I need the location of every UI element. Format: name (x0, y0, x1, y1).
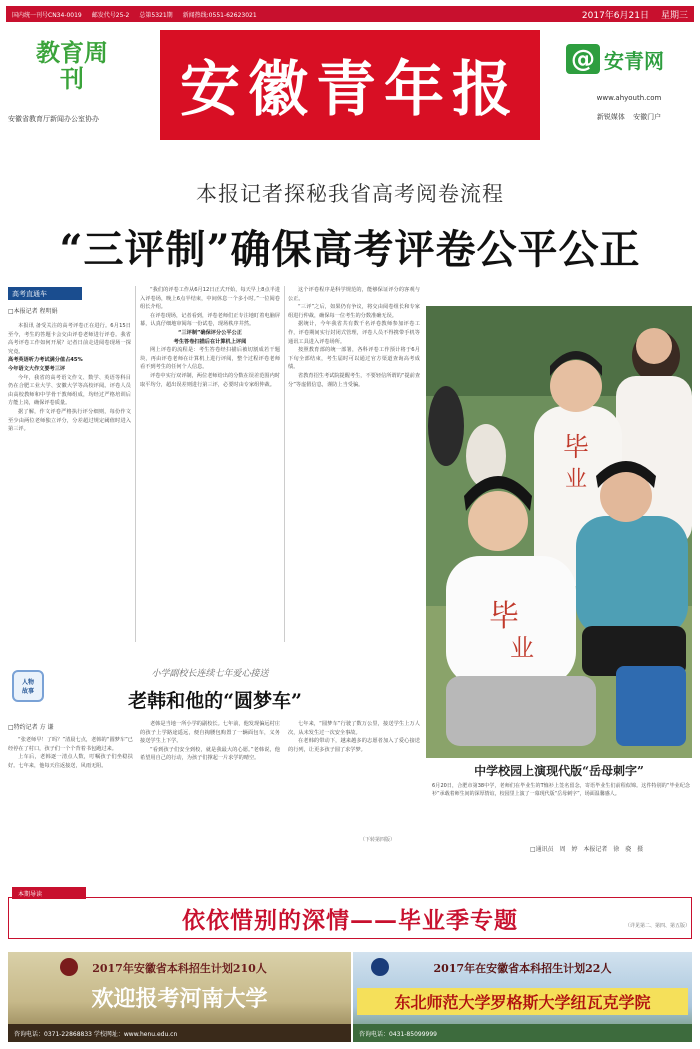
second-story-kicker: 小学副校长连续七年爱心接送 (151, 669, 269, 679)
article-paragraph: 上车后，老韩逐一清点人数，叮嘱孩子们坐稳扶好。七年来，他每天往返接送，风雨无阻。 (8, 754, 133, 769)
supplement-label (8, 40, 148, 140)
second-story-column-1 (8, 736, 133, 846)
photo-caption-body: 6月20日，合肥市第38中学，老师们在毕业生的T恤衫上签名留念，寄语毕业生们前程似锦。这件特别的“毕业纪念衫”承载着师生间的深厚情谊，校园里上演了一幕现代版“岳母刺字”，场面温馨感人。 (432, 783, 690, 797)
article-paragraph: 这个评卷程序是科学规范的，能够保证评分的客观与公正。 (288, 287, 420, 302)
feature-note: （详见第二、第四、第五版） (624, 923, 690, 929)
website-name: 安青网 (604, 48, 664, 73)
article-paragraph: “三评”之后，如果仍有争议，将交由阅卷组长和专家组进行仲裁，确保每一位考生的分数准确无误。 (288, 304, 420, 319)
website-links: 新锐媒体 安徽门户 (596, 113, 662, 121)
top-info-bar (6, 6, 694, 22)
svg-text:业: 业 (510, 634, 534, 662)
article-paragraph: 按照教育部的统一部署，各科评卷工作预计将于6月下旬全部结束，考生届时可以通过官方渠道查询高考成绩。 (288, 347, 420, 371)
ad-enrollment-plan: 2017年在安徽省本科招生计划22人 (433, 962, 612, 975)
article-paragraph: 七年来，“圆梦车”行驶了数万公里，接送学生上万人次，从未发生过一次安全事故。 (288, 721, 420, 736)
ad-contact: 咨询电话：0371-22868833 学校网址：www.henu.edu.cn (8, 1024, 351, 1042)
article-paragraph: 网上评卷的流程是：考生答卷经扫描后被切割成若干题块，再由评卷老师在计算机上进行评阅，整个过程评卷老师看不到考生的任何个人信息。 (140, 347, 280, 371)
feature-tag: 本期导读 (12, 887, 86, 899)
newspaper-masthead: 安徽青年报 (160, 30, 540, 140)
section-tag: 高考直通车 (8, 287, 82, 300)
article-paragraph: 在老韩的带动下，越来越多的志愿者加入了爱心接送的行列，让更多孩子圆了求学梦。 (288, 738, 420, 753)
article-subhead: 高考英语听力考试满分值占45% (8, 357, 83, 364)
lead-column-1 (8, 322, 131, 644)
lead-headline: “三评制”确保高考评卷公平公正 (59, 226, 641, 273)
graduation-photo-illustration (426, 306, 692, 758)
ad-contact: 咨询电话：0431-85099999 (353, 1024, 692, 1042)
lead-column-3 (288, 286, 420, 644)
svg-text:业: 业 (564, 467, 588, 492)
lead-subheadline: 本报记者探秘我省高考阅卷流程 (196, 182, 504, 206)
article-paragraph: 据了解，作文评卷严格执行评分细则，每份作文至少由两位老师独立评分，分差超过规定阈值时进入第三评。 (8, 408, 131, 433)
issue-weekday: 星期三 (660, 10, 688, 21)
ad-slogan: 欢迎报考河南大学 (91, 986, 268, 1012)
photo-caption-title: 中学校园上演现代版“岳母刺字” (474, 764, 644, 778)
top-info-item: 邮发代号25-2 (91, 11, 130, 19)
henan-university-ad (8, 952, 351, 1042)
second-story-column-3 (288, 720, 420, 836)
article-subhead: 考生答卷扫描后在计算机上评阅 (173, 338, 247, 345)
graduation-photo (426, 306, 692, 758)
lead-byline: □本报记者 程明娟 (8, 308, 58, 315)
issue-date: 2017年6月21日 (581, 10, 649, 21)
column-divider (135, 286, 136, 642)
article-paragraph: 老韩是当地一所小学的副校长。七年前，他发现偏远村庄的孩子上学路途遥远，便自掏腰包购置了一辆面包车，义务接送学生上下学。 (140, 721, 280, 745)
badge-line: 人物 (21, 679, 34, 686)
website-url: www.ahyouth.com (596, 94, 662, 102)
article-paragraph: 今年，我省的高考语文作文、数学、英语等科目仍在合肥工业大学、安徽大学等高校评阅。评卷人员由高校教师和中学骨干教师组成，均经过严格培训后方能上岗，确保评卷质量。 (8, 374, 131, 407)
column-divider (284, 286, 285, 642)
article-subhead: “三评制”确保评分公平公正 (178, 329, 242, 336)
svg-text:毕: 毕 (562, 433, 590, 463)
svg-text:毕: 毕 (489, 599, 519, 634)
top-info-items (12, 10, 257, 19)
feature-banner (8, 897, 692, 939)
badge-line: 故事 (21, 688, 34, 695)
ad-slogan: 东北师范大学罗格斯大学纽瓦克学院 (357, 988, 688, 1015)
top-info-item: 国内统一刊号CN34-0019 (12, 11, 82, 19)
continued-note: （下转第四版） (360, 837, 396, 843)
supplement-title: 教育周刊 (36, 39, 108, 93)
article-paragraph: 省教育招生考试院提醒考生，不要轻信所谓的“提前查分”等虚假信息，谨防上当受骗。 (288, 372, 420, 388)
northeast-normal-university-ad (353, 952, 692, 1042)
supplement-publisher: 安徽省教育厅新闻办公室协办 (8, 115, 99, 123)
article-subhead: 今年语文大作文要考三评 (8, 365, 66, 372)
at-icon: @ (566, 44, 600, 74)
website-box (566, 44, 692, 134)
second-story-column-2 (140, 720, 280, 846)
photo-credit: □通讯员 周 婷 本报记者 徐 骁 摄 (530, 846, 644, 853)
article-paragraph: “看到孩子们安全到校，就是我最大的心愿。”老韩说，他希望用自己的行动，为孩子们撑起一片求学的晴空。 (140, 746, 280, 762)
ad-enrollment-plan: 2017年安徽省本科招生计划210人 (92, 962, 267, 975)
second-story-byline: □特约记者 方 谦 (8, 724, 54, 731)
article-paragraph: 本报讯 备受关注的高考评卷正在进行。6月15日至今，考生的答题卡会交由评卷老师进行评卷。我省高考评卷工作如何开展？记者日前走进阅卷现场一探究竟。 (8, 323, 131, 355)
second-story-headline: 老韩和他的“圆梦车” (128, 690, 302, 712)
feature-title: 依依惜别的深情——毕业季专题 (182, 906, 518, 934)
article-paragraph: 评卷中实行双评制，两位老师给出的分数在误差范围内时取平均分，超出误差则进行第三评，必要时由专家组仲裁。 (140, 372, 280, 388)
website-logo (566, 44, 692, 74)
article-paragraph: 据统计，今年我省共有数千名评卷教师参加评卷工作，评卷期间实行封闭式管理，评卷人员不得携带手机等通讯工具进入评卷场所。 (288, 321, 420, 345)
top-info-item: 新闻热线:0551-62623021 (182, 11, 257, 19)
people-story-badge (12, 670, 44, 702)
article-paragraph: “我们的评卷工作从6月12日正式开始，每天早上8点半进入评卷场，晚上6点半结束，中间休息一个多小时。”一位阅卷组长介绍。 (140, 287, 280, 311)
article-paragraph: “张老师早！了吗？”清晨七点，老韩的“圆梦车”已经停在了村口，孩子们一个个背着书包跑过来。 (8, 737, 133, 752)
article-paragraph: 在评卷现场，记者看到，评卷老师们正专注地盯着电脑屏幕，认真仔细地审阅每一份试卷，现场秩序井然。 (140, 312, 280, 328)
lead-column-2 (140, 286, 280, 644)
top-info-item: 总第5321期 (139, 11, 173, 19)
